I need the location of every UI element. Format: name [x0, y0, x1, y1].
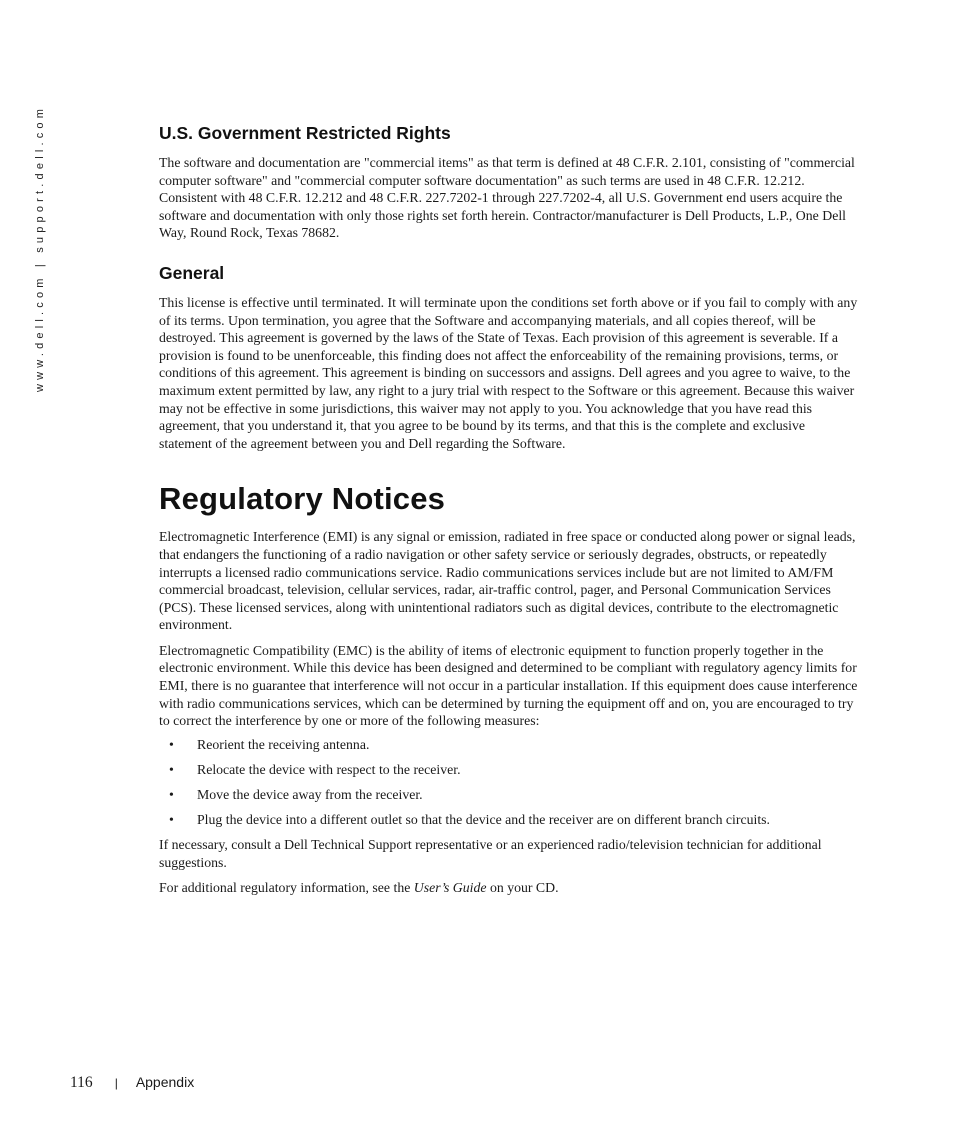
page-content [159, 120, 859, 897]
emi-paragraph: Electromagnetic Interference (EMI) is any signal or emission, radiated in free space or conducted along power or signal leads, that endangers the functioning of a radio navigation or other safety service or seriously degrades, obstructs, or repeatedly interrupts a licensed radio communications service. Radio communications services include but are not limited to AM/FM commercial broadcast, television, cellular services, radar, air-traffic control, pager, and Personal Communication Services (PCS). These licensed services, along with unintentional radiators such as digital devices, contribute to the electromagnetic environment. [159, 529, 856, 633]
footer-separator: | [114, 1076, 118, 1090]
regulatory-notices-title: Regulatory Notices [159, 481, 446, 517]
side-url-text: www.dell.com | support.dell.com [34, 104, 46, 392]
page-footer [70, 1074, 194, 1092]
users-guide-title: User’s Guide [413, 880, 487, 896]
additional-info-text: For additional regulatory information, see the [159, 880, 414, 896]
additional-info-suffix: on your CD. [486, 880, 559, 896]
page-number: 116 [70, 1074, 93, 1091]
list-item-text: Reorient the receiving antenna. [197, 736, 370, 752]
bullet-icon: • [169, 761, 174, 777]
list-item [159, 786, 859, 804]
bullet-icon: • [169, 812, 174, 828]
us-gov-rights-body: The software and documentation are "commercial items" as that term is defined at 48 C.F.R. 2.101, consisting of "commercial computer software" and "commercial computer software documentation" as such terms are used in 48 C.F.R. 12.212. Consistent with 48 C.F.R. 12.212 and 48 C.F.R. 227.7202-1 through 227.7202-4, all U.S. Government end users acquire the software and documentation with only those rights set forth herein. Contractor/manufacturer is Dell Products, L.P., One Dell Way, Round Rock, Texas 78682. [159, 155, 855, 241]
list-item-text: Relocate the device with respect to the receiver. [197, 761, 461, 777]
additional-info-paragraph [159, 879, 859, 897]
list-item-text: Plug the device into a different outlet so that the device and the receiver are on different branch circuits. [197, 812, 770, 828]
consult-paragraph: If necessary, consult a Dell Technical Support representative or an experienced radio/television technician for additional suggestions. [159, 837, 822, 870]
general-heading: General [159, 262, 225, 283]
measures-list [159, 736, 859, 829]
list-item [159, 761, 859, 779]
list-item-text: Move the device away from the receiver. [197, 787, 423, 803]
list-item [159, 811, 859, 829]
us-gov-rights-heading: U.S. Government Restricted Rights [159, 123, 451, 143]
list-item [159, 736, 859, 754]
bullet-icon: • [169, 736, 174, 752]
footer-section-name: Appendix [135, 1074, 195, 1090]
general-body: This license is effective until terminated. It will terminate upon the conditions set forth above or if you fail to comply with any of its terms. Upon termination, you agree that the Software and accompanying materials, and all copies thereof, will be destroyed. This agreement is governed by the laws of the State of Texas. Each provision of this agreement is severable. If a provision is found to be unenforceable, this finding does not affect the enforceability of the remaining provisions, terms, or conditions of this agreement. This agreement is binding on successors and assigns. Dell agrees and you agree to waive, to the maximum extent permitted by law, any right to a jury trial with respect to the Software or this agreement. Because this waiver may not be effective in some jurisdictions, this waiver may not apply to you. You acknowledge that you have read this agreement, that you understand it, that you agree to be bound by its terms, and that this is the complete and exclusive statement of the agreement between you and Dell regarding the Software. [159, 294, 858, 451]
emc-paragraph: Electromagnetic Compatibility (EMC) is the ability of items of electronic equipment to function properly together in the electronic environment. While this device has been designed and determined to be compliant with regulatory agency limits for EMI, there is no guarantee that interference will not occur in a particular installation. If this equipment does cause interference with radio communications services, which can be determined by turning the equipment off and on, you are encouraged to try to correct the interference by one or more of the following measures: [159, 642, 858, 729]
bullet-icon: • [169, 787, 174, 803]
